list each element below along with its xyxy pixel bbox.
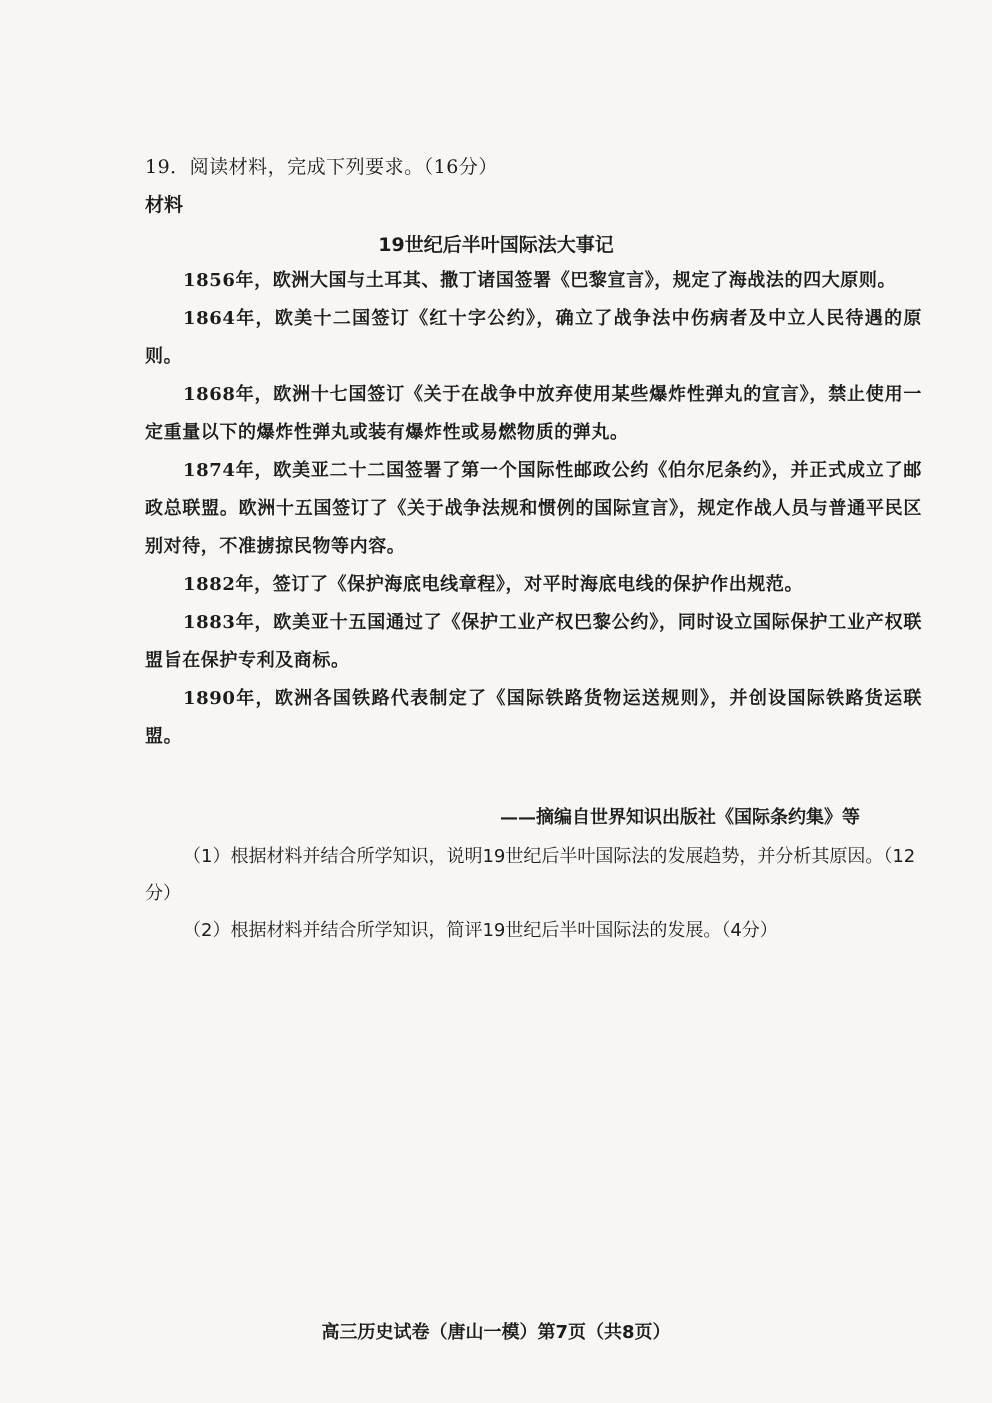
question-header: 19．阅读材料，完成下列要求。（16分） [145, 156, 498, 178]
sub-question-2: （2）根据材料并结合所学知识，简评19世纪后半叶国际法的发展。（4分） [183, 920, 778, 941]
sub-question-1: （1）根据材料并结合所学知识，说明19世纪后半叶国际法的发展趋势，并分析其原因。（12分） [145, 846, 916, 904]
material-title: 19世纪后半叶国际法大事记 [378, 234, 614, 256]
event-1864: 1864年，欧美十二国签订《红十字公约》，确立了战争法中伤病者及中立人民待遇的原则。 [145, 308, 922, 367]
event-1874: 1874年，欧美亚二十二国签署了第一个国际性邮政公约《伯尔尼条约》，并正式成立了邮政总联盟。欧洲十五国签订了《关于战争法规和惯例的国际宣言》，规定作战人员与普通平民区别对待，不准掳掠民物等内容。 [145, 460, 922, 557]
material-source: ——摘编自世界知识出版社《国际条约集》等 [500, 807, 860, 828]
event-1890: 1890年，欧洲各国铁路代表制定了《国际铁路货物运送规则》，并创设国际铁路货运联盟。 [145, 688, 922, 747]
event-1856: 1856年，欧洲大国与土耳其、撒丁诸国签署《巴黎宣言》，规定了海战法的四大原则。 [183, 270, 897, 291]
event-1883: 1883年，欧美亚十五国通过了《保护工业产权巴黎公约》，同时设立国际保护工业产权联盟旨在保护专利及商标。 [145, 612, 922, 671]
event-1868: 1868年，欧洲十七国签订《关于在战争中放弃使用某些爆炸性弹丸的宣言》，禁止使用一定重量以下的爆炸性弹丸或装有爆炸性或易燃物质的弹丸。 [145, 384, 922, 443]
page-footer: 高三历史试卷（唐山一模）第7页（共8页） [321, 1322, 671, 1343]
material-label: 材料 [145, 194, 184, 216]
event-1882: 1882年，签订了《保护海底电线章程》，对平时海底电线的保护作出规范。 [183, 574, 804, 595]
